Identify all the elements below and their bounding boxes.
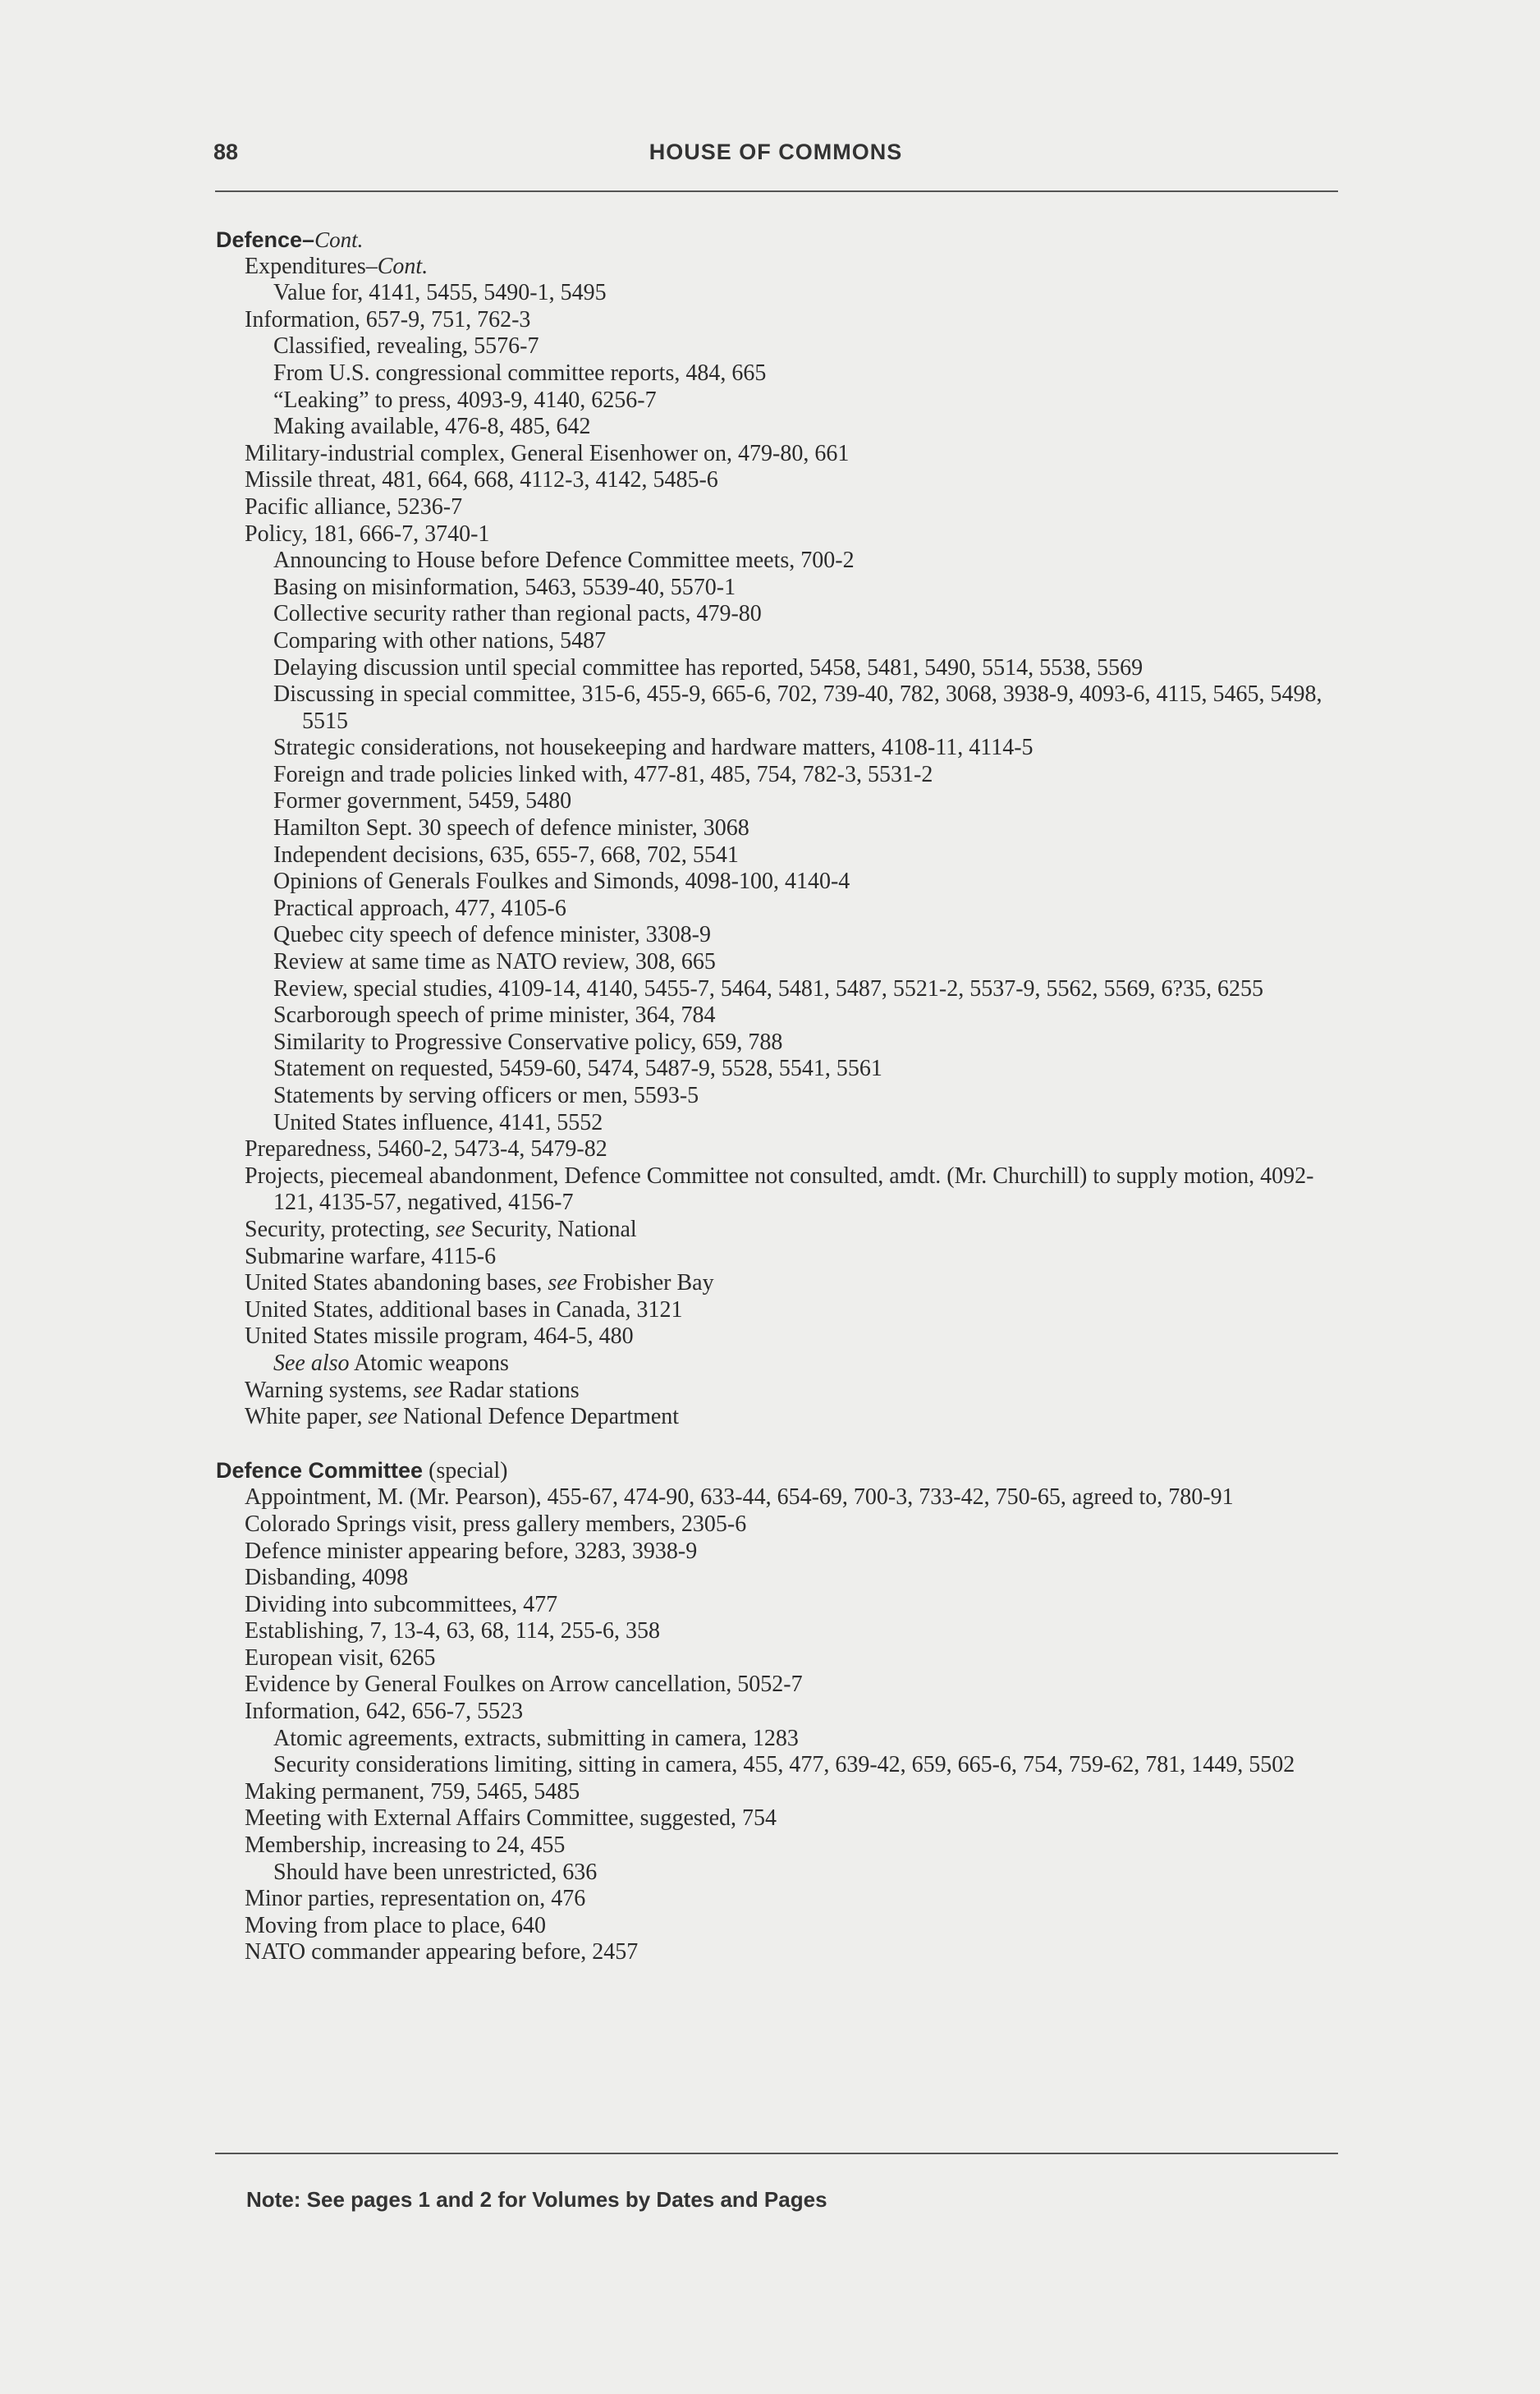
entry-italic: see	[548, 1270, 578, 1296]
index-entry	[216, 842, 1349, 869]
entry-text: Information, 657-9, 751, 762-3	[245, 306, 531, 332]
index-entry	[216, 1805, 1349, 1832]
index-entry	[216, 1939, 1349, 1966]
entry-text: Defence–	[216, 227, 315, 252]
index-entry	[216, 869, 1349, 896]
entry-text: Foreign and trade policies linked with, 477-81, 485, 754, 782-3, 5531-2	[273, 761, 933, 787]
index-entry	[216, 762, 1349, 789]
entry-text: Opinions of Generals Foulkes and Simonds, 4098-100, 4140-4	[273, 869, 850, 895]
index-entry	[216, 1244, 1349, 1271]
index-entry	[216, 333, 1349, 360]
entry-tail: Radar stations	[442, 1377, 580, 1403]
entry-tail: Atomic weapons	[349, 1350, 509, 1376]
entry-text: Dividing into subcommittees, 477	[245, 1591, 558, 1617]
index-entry	[216, 1645, 1349, 1672]
entry-text: Making permanent, 759, 5465, 5485	[245, 1778, 580, 1805]
entry-text: Comparing with other nations, 5487	[273, 627, 607, 654]
entry-text: Defence minister appearing before, 3283, 3938-9	[245, 1538, 698, 1564]
index-entry	[216, 922, 1349, 949]
index-heading	[216, 227, 1349, 254]
entry-text: Pacific alliance, 5236-7	[245, 493, 463, 520]
entry-text: Preparedness, 5460-2, 5473-4, 5479-82	[245, 1136, 607, 1163]
index-entry	[216, 1592, 1349, 1619]
entry-text: Similarity to Progressive Conservative policy, 659, 788	[273, 1029, 783, 1055]
index-entry	[216, 494, 1349, 521]
entry-text: United States missile program, 464-5, 480	[245, 1323, 634, 1350]
entry-text: Collective security rather than regional pacts, 479-80	[273, 601, 762, 627]
running-title: HOUSE OF COMMONS	[649, 140, 903, 164]
entry-text: Appointment, M. (Mr. Pearson), 455-67, 474-90, 633-44, 654-69, 700-3, 733-42, 750-65, agreed to, 780-91	[245, 1484, 1234, 1511]
index-entry	[216, 575, 1349, 602]
index-entry	[216, 655, 1349, 682]
entry-text: Scarborough speech of prime minister, 364, 784	[273, 1002, 716, 1029]
entry-text: Classified, revealing, 5576-7	[273, 333, 539, 360]
index-entry	[216, 280, 1349, 307]
entry-text: Membership, increasing to 24, 455	[245, 1832, 566, 1859]
entry-italic: see	[413, 1377, 443, 1403]
entry-italic: see	[436, 1216, 465, 1242]
index-entry	[216, 1565, 1349, 1592]
index-entry	[216, 681, 1349, 735]
index-entry	[216, 1832, 1349, 1860]
entry-text: Security considerations limiting, sitting in camera, 455, 477, 639-42, 659, 665-6, 754, 759-62, 781, 1449, 5502	[273, 1752, 1295, 1778]
entry-text: United States, additional bases in Canada, 3121	[245, 1296, 683, 1323]
entry-text: Policy, 181, 666-7, 3740-1	[245, 521, 490, 547]
index-entry	[216, 735, 1349, 762]
index-entry	[216, 1860, 1349, 1887]
page-number: 88	[213, 140, 239, 164]
index-entry	[216, 788, 1349, 815]
entry-text: United States influence, 4141, 5552	[273, 1109, 603, 1135]
entry-tail: Frobisher Bay	[577, 1270, 714, 1296]
entry-text: Strategic considerations, not housekeeping and hardware matters, 4108-11, 4114-5	[273, 735, 1034, 761]
entry-text: Quebec city speech of defence minister, 3308-9	[273, 922, 711, 948]
entry-text: Former government, 5459, 5480	[273, 788, 572, 814]
index-entry	[216, 1030, 1349, 1057]
entry-italic: see	[368, 1404, 398, 1430]
page-header	[213, 140, 1338, 172]
entry-text: Colorado Springs visit, press gallery members, 2305-6	[245, 1511, 747, 1537]
entry-text: Meeting with External Affairs Committee, suggested, 754	[245, 1805, 777, 1832]
index-entry	[216, 628, 1349, 655]
footer-rule	[215, 2153, 1338, 2154]
entry-text: Delaying discussion until special committee has reported, 5458, 5481, 5490, 5514, 5538, 5569	[273, 654, 1144, 681]
entry-text: Basing on misinformation, 5463, 5539-40, 5570-1	[273, 574, 736, 600]
entry-text: Disbanding, 4098	[245, 1565, 409, 1591]
index-entry	[216, 1136, 1349, 1163]
entry-text: Projects, piecemeal abandonment, Defence Committee not consulted, amdt. (Mr. Churchill) to supply motion, 4092-121, 4135-57, negatived, 4156-7	[245, 1163, 1314, 1216]
index-entry	[216, 414, 1349, 441]
entry-text: Evidence by General Foulkes on Arrow cancellation, 5052-7	[245, 1672, 803, 1698]
index-entry	[216, 1404, 1349, 1431]
index-entry	[216, 1618, 1349, 1645]
entry-text: Expenditures–	[245, 253, 378, 279]
index-entry	[216, 1110, 1349, 1137]
entry-text: Statements by serving officers or men, 5593-5	[273, 1083, 699, 1108]
entry-text: Atomic agreements, extracts, submitting in camera, 1283	[273, 1725, 799, 1751]
index-entry	[216, 1886, 1349, 1913]
index-entry	[216, 1217, 1349, 1244]
entry-text: Discussing in special committee, 315-6, 455-9, 665-6, 702, 739-40, 782, 3068, 3938-9, 4093-6, 4115, 5465, 5498, 5515	[273, 681, 1322, 734]
entry-text: Information, 642, 656-7, 5523	[245, 1699, 524, 1725]
index-entry	[216, 1270, 1349, 1297]
entry-tail: Security, National	[465, 1216, 637, 1242]
index-entry	[216, 815, 1349, 842]
index-entry	[216, 307, 1349, 334]
index-entry	[216, 1672, 1349, 1699]
index-entry	[216, 976, 1349, 1003]
entry-text: Moving from place to place, 640	[245, 1912, 547, 1938]
index-entry	[216, 388, 1349, 415]
index-entry	[216, 896, 1349, 923]
index-entry	[216, 1351, 1349, 1378]
entry-text: European visit, 6265	[245, 1644, 436, 1671]
index-entry	[216, 949, 1349, 976]
index-entries	[216, 227, 1349, 1966]
index-entry	[216, 521, 1349, 548]
index-entry	[216, 254, 1349, 281]
index-entry	[216, 548, 1349, 575]
entry-text: NATO commander appearing before, 2457	[245, 1939, 639, 1965]
entry-text: Review, special studies, 4109-14, 4140, 5455-7, 5464, 5481, 5487, 5521-2, 5537-9, 5562, 5569, 6?35, 6255	[273, 975, 1263, 1002]
entry-text: White paper,	[245, 1404, 369, 1430]
entry-text: “Leaking” to press, 4093-9, 4140, 6256-7	[273, 387, 657, 413]
footer-note: Note: See pages 1 and 2 for Volumes by Dates and Pages	[246, 2187, 827, 2212]
entry-text: Military-industrial complex, General Eisenhower on, 479-80, 661	[245, 440, 850, 466]
index-entry	[216, 1056, 1349, 1083]
entry-text: Making available, 476-8, 485, 642	[273, 414, 591, 440]
entry-qualifier: (special)	[423, 1457, 508, 1484]
entry-text: Missile threat, 481, 664, 668, 4112-3, 4142, 5485-6	[245, 467, 718, 493]
entry-text: Value for, 4141, 5455, 5490-1, 5495	[273, 280, 607, 306]
entry-tail: National Defence Department	[397, 1404, 680, 1430]
index-entry	[216, 1378, 1349, 1405]
entry-text: Warning systems,	[245, 1377, 414, 1403]
index-entry	[216, 1484, 1349, 1511]
entry-text: Hamilton Sept. 30 speech of defence minister, 3068	[273, 815, 749, 842]
header-rule	[215, 190, 1338, 192]
entry-text: Should have been unrestricted, 636	[273, 1859, 598, 1885]
entry-text: Review at same time as NATO review, 308, 665	[273, 949, 716, 975]
index-entry	[216, 1726, 1349, 1753]
index-entry	[216, 1699, 1349, 1726]
index-entry	[216, 1539, 1349, 1566]
index-entry	[216, 1511, 1349, 1539]
index-entry	[216, 1752, 1349, 1779]
entry-italic: Cont.	[377, 253, 429, 279]
index-entry	[216, 467, 1349, 494]
entry-text: Announcing to House before Defence Committee meets, 700-2	[273, 548, 855, 574]
index-entry	[216, 1163, 1349, 1217]
entry-text: From U.S. congressional committee reports, 484, 665	[273, 360, 767, 386]
index-entry	[216, 601, 1349, 628]
entry-text: Independent decisions, 635, 655-7, 668, 702, 5541	[273, 842, 739, 868]
entry-text: Security, protecting,	[245, 1216, 437, 1242]
entry-text: Establishing, 7, 13-4, 63, 68, 114, 255-6, 358	[245, 1618, 661, 1644]
entry-text: United States abandoning bases,	[245, 1270, 548, 1296]
index-entry	[216, 441, 1349, 468]
index-entry	[216, 1779, 1349, 1806]
index-entry	[216, 360, 1349, 388]
entry-text: Practical approach, 477, 4105-6	[273, 895, 566, 921]
entry-text: Submarine warfare, 4115-6	[245, 1243, 497, 1269]
entry-italic: See also	[273, 1350, 350, 1376]
entry-text: Statement on requested, 5459-60, 5474, 5487-9, 5528, 5541, 5561	[273, 1056, 882, 1082]
index-heading	[216, 1457, 1349, 1485]
index-entry	[216, 1913, 1349, 1940]
entry-italic: Cont.	[314, 227, 364, 252]
entry-text: Defence Committee	[216, 1457, 424, 1483]
index-entry	[216, 1083, 1349, 1110]
entry-text: Minor parties, representation on, 476	[245, 1886, 586, 1912]
index-entry	[216, 1297, 1349, 1324]
index-entry	[216, 1323, 1349, 1351]
index-entry	[216, 1002, 1349, 1030]
